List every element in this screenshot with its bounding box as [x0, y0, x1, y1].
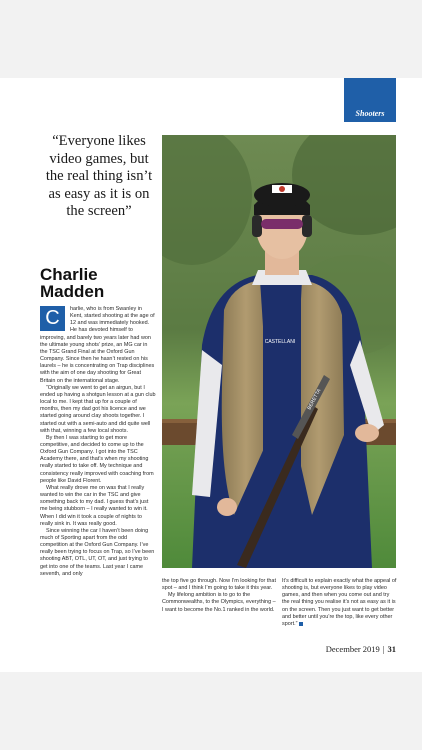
magazine-page	[0, 78, 422, 672]
body-paragraph: My lifelong ambition is to go to the Commonwealths, to the Olympics, everything – I want to become the No.1 ranked in the world.	[162, 592, 276, 613]
page-number: 31	[387, 644, 396, 654]
section-tag: Shooters	[344, 78, 396, 122]
article-headline: Charlie Madden	[40, 265, 105, 301]
shooter-illustration	[162, 135, 396, 568]
body-paragraph: Since winning the car I haven’t been doing much of Sporting apart from the odd competition at the Oxford Gun Company. I’ve really been trying to focus on Trap, so I’ve been shooting ABT, OTL, UT, OT, and just trying to get into one of the teams. Last year I came seventh, and only	[40, 527, 155, 577]
body-column-3	[282, 578, 398, 628]
body-column-1	[40, 306, 156, 616]
footer-separator: |	[382, 644, 385, 654]
body-paragraph: “Originally we went to get an airgun, but I ended up having a shotgun lesson at a gun club local to me. I kept that up for a couple of months, then my dad got his licence and we started going around clay shoots together. I started out with a semi-auto and did quite well with that, winning a few local shoots.	[40, 384, 156, 434]
body-paragraph	[282, 578, 398, 628]
issue-date: December 2019	[325, 644, 380, 654]
pull-quote: “Everyone likes video games, but the real thing isn’t as easy as it is on the screen”	[45, 133, 153, 220]
closing-paragraph-text: It’s difficult to explain exactly what the appeal of shooting is, but everyone likes to play video games, and then when you come out and try the real thing you realise it’s not as easy as it is on the screen. Then you just want to get better and better until you’re the top, like every other sport.”	[282, 578, 397, 627]
vest-logo-text: CASTELLANI	[264, 339, 296, 345]
body-paragraph: the top five go through. Now I’m looking for that spot – and I think I’m going to take it this year.	[162, 578, 276, 592]
body-paragraph: harlie, who is from Swanley in Kent, started shooting at the age of 12 and was immediately hooked. He has devoted himself to improving, and barely two years later had won the ultimate young shots’ prize, an MG car in the TSC Grand Final at the Oxford Gun Company. Since then he hasn’t rested on his laurels – he is concentrating on Trap disciplines with the aim of one day shooting for Great Britain on the international stage.	[40, 306, 155, 384]
portrait-photo	[162, 135, 396, 568]
gun-logo-text: BERETTA	[306, 388, 323, 411]
body-paragraph: What really drove me on was that I really wanted to win the car in the TSC and give something back to my dad. I guess that’s just me being stubborn – I really wanted to win it. When I did win it took a couple of nights to really sink in. It was really good.	[40, 484, 149, 527]
page-footer	[310, 644, 396, 654]
body-column-2	[162, 578, 278, 614]
drop-cap: C	[40, 306, 65, 331]
body-paragraph: By then I was starting to get more competitive, and decided to come up to the Oxford Gun Company. I got into the TSC Academy there, and that’s when my shooting really started to take off. My technique and consistency really improved with coaching from people like David Florent.	[40, 434, 154, 484]
end-of-article-icon	[299, 622, 303, 626]
